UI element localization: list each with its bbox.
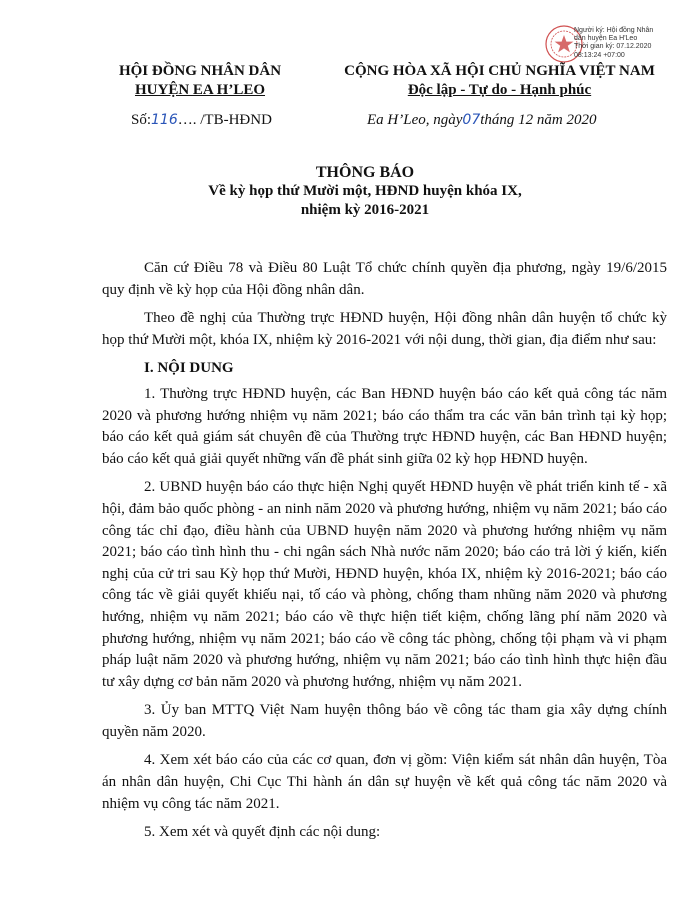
national-motto: Độc lập - Tự do - Hạnh phúc <box>407 82 592 98</box>
legal-basis-paragraph: Căn cứ Điều 78 và Điều 80 Luật Tổ chức chính quyền địa phương, ngày 19/6/2015 quy định về kỳ họp của Hội đồng nhân dân. <box>102 260 667 298</box>
doc-number-handwritten: 116 <box>151 112 178 128</box>
document-title <box>150 163 580 220</box>
signature-info <box>574 27 696 60</box>
agency-district: HUYỆN EA H’LEO <box>134 82 266 98</box>
nation-name: CỘNG HÒA XÃ HỘI CHỦ NGHĨA VIỆT NAM <box>344 63 655 79</box>
proposal-paragraph: Theo đề nghị của Thường trực HĐND huyện, Hội đồng nhân dân huyện tổ chức kỳ họp thứ Mười một, khóa IX, nhiệm kỳ 2016-2021 với nội dung, thời gian, địa điểm như sau: <box>102 310 667 348</box>
document-body <box>102 258 667 851</box>
title-term: nhiệm kỳ 2016-2021 <box>300 202 430 218</box>
national-header <box>322 62 677 100</box>
doc-number-prefix: Số: <box>131 112 152 128</box>
doc-number-suffix: …. /TB-HĐND <box>177 112 272 128</box>
content-item-1: 1. Thường trực HĐND huyện, các Ban HĐND huyện báo cáo kết quả công tác năm 2020 và phương hướng nhiệm vụ năm 2021; báo cáo thẩm tra các văn bản trình tại kỳ họp; báo cáo kết quả giám sát chuyên đề của Thường trực HĐND huyện, các Ban HĐND huyện; báo cáo kết quả giải quyết những vấn đề phát sinh giữa 02 kỳ họp HĐND huyện. <box>102 385 667 467</box>
section-heading-content: I. NỘI DUNG <box>144 360 234 377</box>
agency-name: HỘI ĐỒNG NHÂN DÂN <box>118 63 282 79</box>
content-item-4: 4. Xem xét báo cáo của các cơ quan, đơn vị gồm: Viện kiểm sát nhân dân huyện, Tòa án nhân dân huyện, Chi Cục Thi hành án dân sự huyện về kết quả công tác năm 2020 và nhiệm vụ công tác năm 2021. <box>102 752 667 812</box>
digital-signature-stamp <box>540 2 696 64</box>
signature-signer-cont: dân huyện Ea H'Leo <box>574 35 638 43</box>
content-item-5: 5. Xem xét và quyết định các nội dung: <box>144 824 381 841</box>
signature-time: Thời gian ký: 07.12.2020 <box>574 43 652 51</box>
content-item-2: 2. UBND huyện báo cáo thực hiện Nghị quyết HĐND huyện về phát triển kinh tế - xã hội, đảm bảo quốc phòng - an ninh năm 2020 và phương hướng, nhiệm vụ năm 2021; báo cáo công tác chỉ đạo, điều hành của UBND huyện năm 2020 và phương hướng nhiệm vụ năm 2021; báo cáo tình hình thu - chi ngân sách Nhà nước năm 2020; báo cáo trả lời ý kiến, kiến nghị của cử tri sau Kỳ họp thứ Mười, HĐND huyện, khóa IX, nhiệm kỳ 2016-2021; báo cáo công tác về giải quyết khiếu nại, tố cáo và phòng, chống tham nhũng năm 2020 và phương hướng, nhiệm vụ năm 2021; báo cáo về thực hiện tiết kiệm, chống lãng phí năm 2020 và phương hướng, nhiệm vụ năm 2021; báo cáo về công tác phòng, chống tội phạm và vi phạm pháp luật năm 2020 và phương hướng, nhiệm vụ năm 2021; báo cáo tình hình thực hiện đầu tư xây dựng cơ bản năm 2020 và phương hướng, nhiệm vụ năm 2021. <box>102 479 667 690</box>
issuing-agency <box>100 62 300 100</box>
date-suffix: tháng 12 năm 2020 <box>480 112 597 128</box>
date-day-handwritten: 07 <box>462 112 481 128</box>
content-item-3: 3. Ủy ban MTTQ Việt Nam huyện thông báo về công tác tham gia xây dựng chính quyền năm 2020. <box>102 702 667 740</box>
place-date <box>367 112 596 129</box>
date-prefix: Ea H’Leo, ngày <box>367 112 463 128</box>
title-type: THÔNG BÁO <box>315 164 415 181</box>
document-number <box>131 112 272 129</box>
title-subject: Về kỳ họp thứ Mười một, HĐND huyện khóa IX, <box>208 183 522 199</box>
signature-signer: Người ký: Hội đồng Nhân <box>574 27 654 34</box>
signature-time-cont: 08:13:24 +07:00 <box>574 51 625 59</box>
